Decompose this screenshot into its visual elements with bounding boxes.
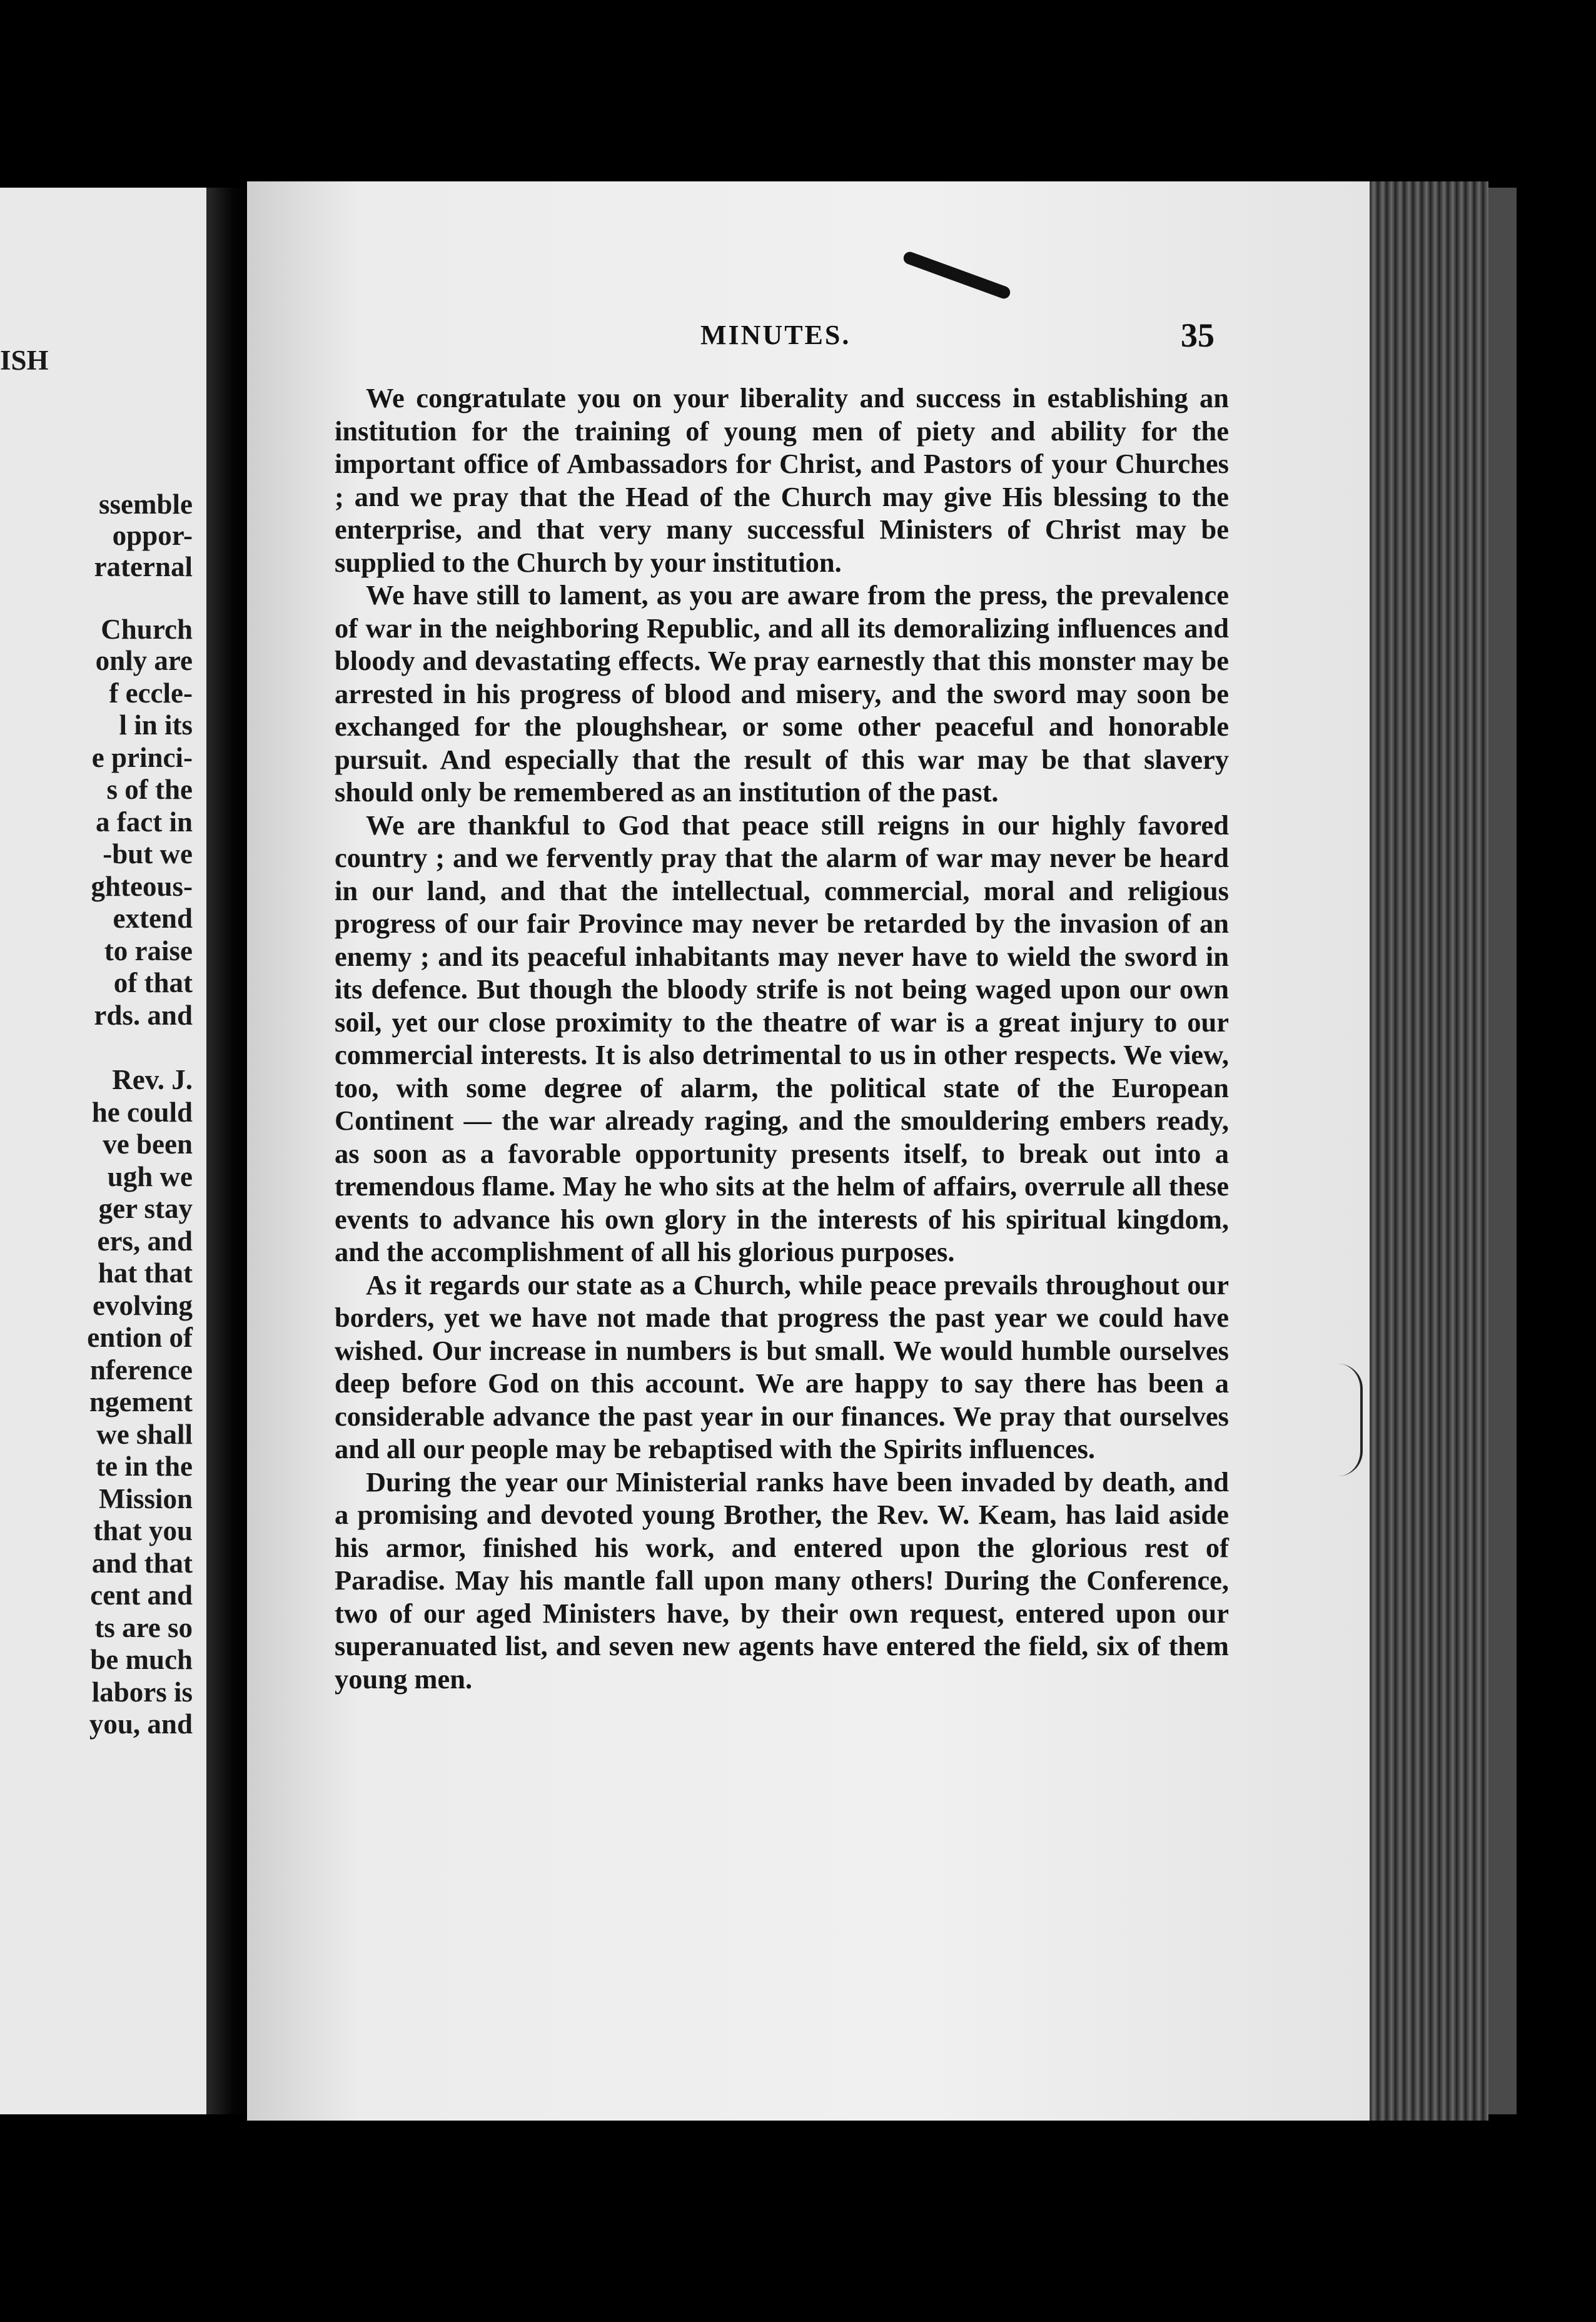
left-page-line: rds. and xyxy=(94,1000,193,1031)
page-number: 35 xyxy=(1181,317,1215,354)
left-page-line: a fact in xyxy=(96,806,193,838)
left-page-line: to raise xyxy=(104,935,193,966)
paragraph: We are thankful to God that peace still reigns in our highly favored country ; and we fervently pray that the alarm of war may never be heard in our land, and that the intellectual, commercial, moral and religious progress of our fair Province may never be retarded by the invasion of an enemy ; and its peaceful inhabitants may never have to wield the sword in its defence. But though the bloody strife is not being waged upon our own soil, yet our close proximity to the theatre of war is a great injury to our commercial interests. It is also detrimental to us in other respects. We view, too, with some degree of alarm, the political state of the European Continent — the war already raging, and the smouldering embers ready, as soon as a favorable opportunity presents itself, to break out into a tremendous flame. May he who sits at the helm of affairs, overrule all these events to advance his own glory in the interests of his spiritual kingdom, and the accomplishment of all his glorious purposes. xyxy=(335,809,1229,1267)
left-page-line: he could xyxy=(91,1097,193,1128)
left-page-line: Mission xyxy=(98,1483,193,1514)
left-page-line: -but we xyxy=(103,838,193,869)
left-page-line: ngement xyxy=(89,1386,193,1417)
left-page-line: ts are so xyxy=(94,1612,193,1643)
left-page-line: hat that xyxy=(98,1257,193,1289)
left-page-line: ugh we xyxy=(107,1161,193,1192)
left-page-line: cent and xyxy=(90,1579,193,1611)
pen-mark xyxy=(1335,1364,1363,1476)
left-page-line: te in the xyxy=(96,1451,193,1482)
paragraph: We have still to lament, as you are aware from the press, the prevalence of war in the neighboring Republic, and all its demoralizing influences and bloody and devastating effects. We pray earnestly that this monster may be arrested in his progress of blood and misery, and the sword may soon be exchanged for the ploughshear, or some other peaceful and honorable pursuit. And especially that the result of this war may be that slavery should only be remembered as an institution of the past. xyxy=(335,579,1229,808)
paragraph: During the year our Ministerial ranks have been invaded by death, and a promising and devoted young Brother, the Rev. W. Keam, has laid aside his armor, finished his work, and entered upon the glorious rest of Paradise. May his mantle fall upon many others! During the Conference, two of our aged Ministers have, by their own request, entered upon our superanuated list, and seven new agents have entered the field, six of them young men. xyxy=(335,1466,1229,1695)
left-page-line: nference xyxy=(89,1354,193,1386)
left-page-line: labors is xyxy=(91,1676,193,1708)
left-page-line: only are xyxy=(95,645,193,676)
left-page-line: extend xyxy=(113,903,193,934)
left-page-line: ger stay xyxy=(98,1193,193,1224)
left-page-line: oppor- xyxy=(112,520,193,551)
left-page-line: and that xyxy=(91,1548,193,1579)
running-head: MINUTES. xyxy=(700,320,851,350)
left-page-line: of that xyxy=(113,967,193,998)
left-page-line: ghteous- xyxy=(91,871,193,902)
left-page-line: evolving xyxy=(92,1290,193,1321)
left-page-line: f eccle- xyxy=(109,677,193,709)
body-text xyxy=(335,382,1229,1695)
left-page-line: Church xyxy=(101,614,193,645)
left-page-line: e princi- xyxy=(91,742,193,773)
left-page-line: ers, and xyxy=(97,1225,193,1257)
left-page-line: we shall xyxy=(96,1419,193,1450)
left-page-line: ention of xyxy=(87,1322,193,1353)
left-page-line: ISH xyxy=(0,345,49,376)
left-page-line: raternal xyxy=(94,551,193,582)
paragraph: We congratulate you on your liberality and success in establishing an institution for the training of young men of piety and ability for the important office of Ambassadors for Christ, and Pastors of your Churches ; and we pray that the Head of the Church may give His blessing to the enterprise, and that very many successful Ministers of Christ may be supplied to the Church by your institution. xyxy=(335,382,1229,578)
left-page-line: ve been xyxy=(103,1128,193,1160)
left-page-line: that you xyxy=(93,1515,193,1546)
left-page-line: ssemble xyxy=(99,489,193,520)
paragraph: As it regards our state as a Church, while peace prevails throughout our borders, yet we have not made that progress the past year we could have wished. Our increase in numbers is but small. We would humble ourselves deep before God on this account. We are happy to say there has been a considerable advance the past year in our finances. We pray that ourselves and all our people may be rebaptised with the Spirits influences. xyxy=(335,1269,1229,1464)
left-page-fragment xyxy=(0,188,206,2114)
book-gutter xyxy=(206,188,250,2114)
left-page-line: you, and xyxy=(89,1708,193,1740)
book-cover-edge xyxy=(1488,188,1517,2114)
left-page-line: s of the xyxy=(106,774,193,805)
page-edges xyxy=(1370,181,1488,2121)
left-page-line: l in its xyxy=(119,709,193,741)
left-page-line: Rev. J. xyxy=(112,1064,193,1095)
left-page-line: be much xyxy=(90,1644,193,1675)
